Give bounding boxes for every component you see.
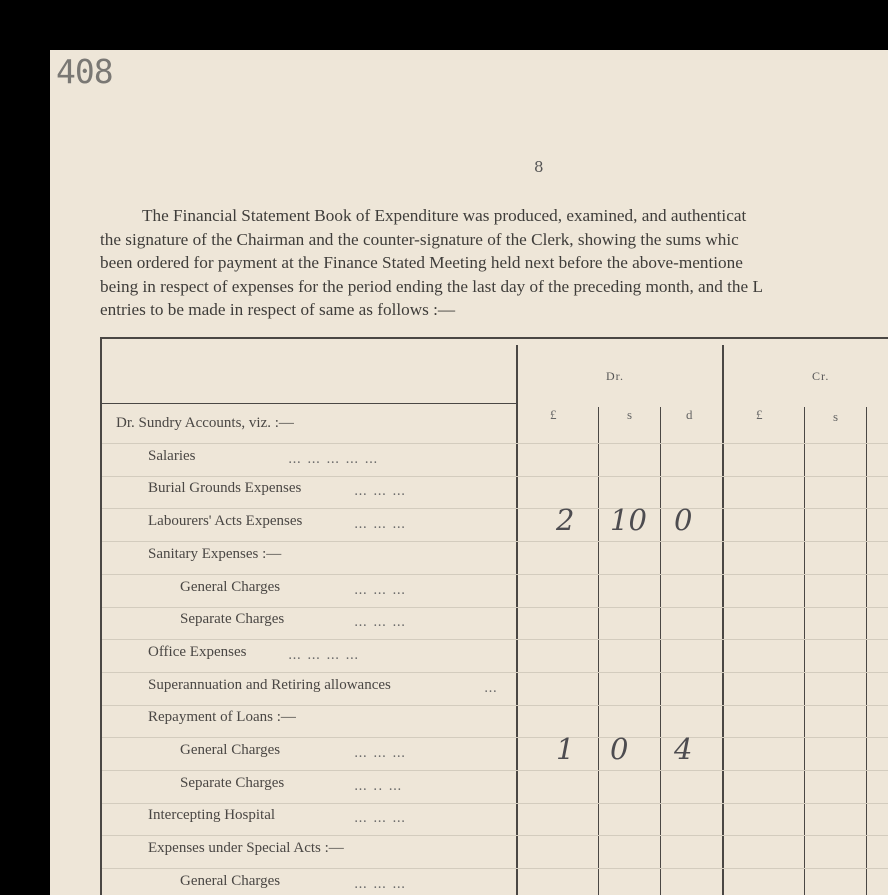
row-rule (102, 835, 888, 836)
intro-line: the signature of the Chairman and the counter-signature of the Clerk, showing the sums whic (100, 229, 739, 249)
intro-line: entries to be made in respect of same as follows :— (100, 300, 456, 319)
dr-cr-divider (722, 345, 724, 895)
row-label: Expenses under Special Acts :— (148, 840, 344, 857)
stamped-page-number: 408 (56, 52, 113, 91)
leader-dots: … … … (354, 582, 407, 598)
leader-dots: … … … … (288, 647, 360, 663)
printed-page-number: 8 (534, 158, 544, 176)
row-rule (102, 639, 888, 640)
intro-line: The Financial Statement Book of Expenditure was produced, examined, and authenticat (142, 206, 747, 225)
leader-dots: … .. … (354, 778, 403, 794)
intro-line: being in respect of expenses for the period ending the last day of the preceding month, and the L (100, 276, 763, 296)
row-rule (102, 541, 888, 542)
description-divider (516, 345, 518, 895)
intro-paragraph (100, 204, 888, 322)
row-label: Burial Grounds Expenses (148, 480, 302, 497)
row-label: Office Expenses (148, 643, 247, 660)
cr-pounds-divider (804, 407, 805, 895)
row-rule (102, 476, 888, 477)
intro-line: been ordered for payment at the Finance Stated Meeting held next before the above-mentione (100, 253, 743, 272)
cr-header: Cr. (812, 369, 830, 383)
pounds-entry: 2 (556, 503, 575, 538)
leader-dots: … … … … … (288, 451, 379, 467)
leader-dots: … … … (354, 517, 407, 533)
dr-pounds-divider (598, 407, 599, 895)
pence-entry: 4 (674, 732, 693, 766)
row-rule (102, 770, 888, 771)
row-rule (102, 574, 888, 575)
row-rule (102, 607, 888, 608)
dr-pounds-header: £ (550, 407, 557, 422)
row-label: Sanitary Expenses :— (148, 545, 282, 562)
row-label: Repayment of Loans :— (148, 709, 296, 726)
row-label: Intercepting Hospital (148, 807, 276, 824)
dr-shillings-header: s (627, 407, 633, 422)
cr-pounds-header: £ (756, 407, 763, 422)
pence-entry: 0 (674, 503, 693, 538)
leader-dots: … … … (354, 615, 407, 631)
table-left-border (100, 337, 102, 895)
row-label: General Charges (180, 578, 281, 595)
ledger-table (98, 337, 888, 895)
leader-dots: … … … (354, 876, 407, 892)
shillings-entry: 0 (610, 732, 629, 766)
shillings-entry: 10 (610, 503, 647, 538)
header-divider (100, 403, 516, 404)
row-rule (102, 443, 888, 444)
row-label: Dr. Sundry Accounts, viz. :— (116, 415, 294, 431)
row-label: Superannuation and Retiring allowances (148, 676, 391, 693)
row-label: General Charges (180, 742, 281, 758)
row-label: Labourers' Acts Expenses (148, 513, 303, 530)
row-rule (102, 737, 888, 738)
pounds-entry: 1 (556, 732, 575, 766)
leader-dots: … (484, 680, 498, 696)
cr-shillings-divider (866, 407, 867, 895)
dr-shillings-divider (660, 407, 661, 895)
row-label: Separate Charges (180, 611, 285, 628)
dr-header: Dr. (606, 369, 624, 383)
dr-pence-header: d (686, 407, 693, 422)
ledger-page (50, 50, 888, 895)
row-label: Salaries (148, 447, 196, 464)
leader-dots: … … … (354, 811, 407, 827)
row-label: General Charges (180, 872, 281, 889)
row-rule (102, 508, 888, 509)
table-top-border (100, 337, 888, 339)
row-rule (102, 803, 888, 804)
row-rule (102, 672, 888, 673)
leader-dots: … … … (354, 484, 407, 500)
row-label: Separate Charges (180, 774, 285, 791)
cr-shillings-header: s (833, 409, 839, 424)
leader-dots: … … … (354, 746, 407, 761)
row-rule (102, 705, 888, 706)
row-rule (102, 868, 888, 869)
